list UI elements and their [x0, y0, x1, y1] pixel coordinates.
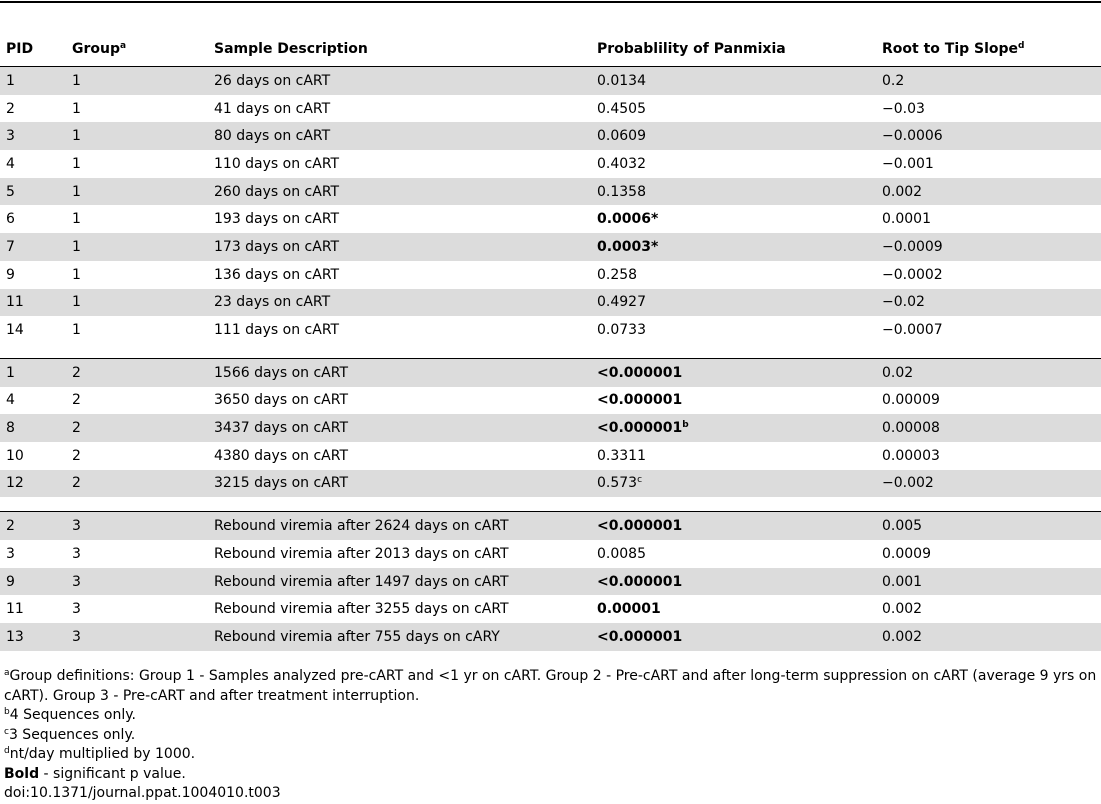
- cell-sample-description: 4380 days on cART: [214, 447, 348, 464]
- cell-group: 2: [66, 414, 208, 442]
- table-row: [0, 540, 1101, 568]
- cell-group: 1: [66, 178, 208, 206]
- table-row: [0, 178, 1101, 206]
- table-row: [0, 67, 1101, 95]
- table-row: [0, 122, 1101, 150]
- footnote-marker: d: [1018, 40, 1025, 51]
- group-spacer: [0, 344, 1101, 358]
- table-row: [0, 316, 1101, 344]
- table-row: [0, 261, 1101, 289]
- doi-line: doi:10.1371/journal.ppat.1004010.t003: [4, 785, 281, 801]
- cell-group: 1: [66, 122, 208, 150]
- cell-sample-description: 3215 days on cART: [208, 470, 591, 498]
- table-row: [0, 150, 1101, 178]
- cell-sample-description: 260 days on cART: [208, 178, 591, 206]
- cell-sample-description: Rebound viremia after 1497 days on cART: [208, 568, 591, 596]
- cell-root-tip-slope: −0.002: [876, 470, 1101, 498]
- cell-pid: 4: [6, 155, 15, 172]
- cell-root-tip-slope: 0.005: [876, 512, 1101, 540]
- cell-probability: <0.000001: [591, 568, 876, 596]
- table-header: [0, 31, 1101, 67]
- header-root-tip-slope: Root to Tip Slope$^d$: [876, 31, 1101, 67]
- footnote-marker: c: [637, 475, 643, 486]
- cell-pid: 13: [0, 623, 66, 651]
- cell-sample-description: 80 days on cART: [208, 122, 591, 150]
- cell-pid: 9: [6, 266, 15, 283]
- cell-root-tip-slope: 0.2: [876, 67, 1101, 95]
- footnote-marker: b: [682, 420, 689, 431]
- cell-pid: 4: [6, 392, 15, 409]
- cell-pid: 8: [0, 414, 66, 442]
- header-sample-description: Sample Description: [208, 31, 591, 67]
- cell-sample-description: 136 days on cART: [214, 266, 340, 283]
- cell-group: 2: [72, 447, 81, 464]
- table-row: [0, 568, 1101, 596]
- cell-group: 1: [66, 233, 208, 261]
- table-row: [0, 359, 1101, 387]
- cell-probability: 0.1358: [591, 178, 876, 206]
- cell-sample-description: Rebound viremia after 755 days on cARY: [208, 623, 591, 651]
- cell-root-tip-slope: 0.002: [876, 623, 1101, 651]
- cell-pid: 5: [0, 178, 66, 206]
- cell-sample-description: 41 days on cART: [214, 100, 331, 117]
- table-row: [0, 289, 1101, 317]
- table-row: [0, 595, 1101, 623]
- footnote-b: $^b$4 Sequences only.: [4, 707, 136, 723]
- cell-pid: 3: [6, 545, 15, 562]
- cell-probability: 0.3311: [597, 447, 646, 464]
- cell-root-tip-slope: 0.001: [876, 568, 1101, 596]
- footnote-d: $^d$nt/day multiplied by 1000.: [4, 746, 196, 762]
- header-probability: Probablility of Panmixia: [591, 31, 876, 67]
- cell-root-tip-slope: 0.002: [876, 178, 1101, 206]
- table-top-rule: [0, 1, 1101, 3]
- footnote-a: $^a$Group definitions: Group 1 - Samples analyzed pre-cART and <1 yr on cART. Group 2 - Pre-cART and after long-term suppression on cART (average 9 yrs on cART). Group 3 - Pre-cART and after treatment interruption.: [4, 668, 1097, 704]
- cell-group: 1: [66, 67, 208, 95]
- cell-group: 2: [66, 470, 208, 498]
- cell-sample-description: 111 days on cART: [214, 322, 340, 339]
- cell-probability: 0.4505: [597, 100, 646, 117]
- cell-probability: 0.0733: [597, 322, 646, 339]
- cell-group: 1: [72, 322, 81, 339]
- cell-group: 3: [72, 601, 81, 618]
- table-row: [0, 387, 1101, 415]
- cell-pid: 11: [0, 289, 66, 317]
- header-group: Group$^a$: [66, 31, 208, 67]
- cell-sample-description: 110 days on cART: [214, 155, 340, 172]
- cell-pid: 2: [0, 512, 66, 540]
- cell-probability: 0.00001: [597, 601, 661, 618]
- cell-sample-description: 193 days on cART: [214, 211, 340, 228]
- cell-probability: 0.0006*: [597, 211, 659, 228]
- cell-root-tip-slope: −0.0002: [882, 266, 943, 283]
- cell-pid: 1: [0, 359, 66, 387]
- cell-root-tip-slope: 0.002: [882, 601, 923, 618]
- table-row: [0, 442, 1101, 470]
- cell-root-tip-slope: 0.00009: [882, 392, 940, 409]
- cell-pid: 14: [6, 322, 24, 339]
- table-body: [0, 67, 1101, 651]
- cell-root-tip-slope: 0.02: [876, 359, 1101, 387]
- table-row: [0, 414, 1101, 442]
- footnote-marker: a: [120, 40, 127, 51]
- cell-group: 3: [66, 568, 208, 596]
- cell-root-tip-slope: −0.03: [882, 100, 925, 117]
- cell-pid: 2: [6, 100, 15, 117]
- cell-root-tip-slope: 0.0001: [882, 211, 931, 228]
- cell-probability: 0.0609: [591, 122, 876, 150]
- table-row: [0, 623, 1101, 651]
- cell-sample-description: 26 days on cART: [208, 67, 591, 95]
- table-footnotes: [4, 667, 1101, 804]
- cell-probability: 0.0003*: [591, 233, 876, 261]
- cell-sample-description: Rebound viremia after 2013 days on cART: [214, 545, 509, 562]
- cell-pid: 12: [0, 470, 66, 498]
- cell-sample-description: Rebound viremia after 2624 days on cART: [208, 512, 591, 540]
- cell-sample-description: Rebound viremia after 3255 days on cART: [214, 601, 509, 618]
- cell-root-tip-slope: −0.0006: [876, 122, 1101, 150]
- header-pid: PID: [0, 31, 66, 67]
- cell-root-tip-slope: 0.00008: [876, 414, 1101, 442]
- footnote-bold: Bold - significant p value.: [4, 765, 186, 782]
- cell-probability: 0.4927: [591, 289, 876, 317]
- cell-group: 1: [66, 289, 208, 317]
- cell-probability: 0.258: [597, 266, 638, 283]
- cell-group: 2: [66, 359, 208, 387]
- cell-sample-description: 3650 days on cART: [214, 392, 348, 409]
- footnote-c: $^c$3 Sequences only.: [4, 726, 136, 743]
- cell-probability: 0.573$^c$: [591, 470, 876, 498]
- cell-root-tip-slope: −0.0007: [882, 322, 943, 339]
- cell-pid: 10: [6, 447, 24, 464]
- cell-root-tip-slope: −0.001: [882, 155, 934, 172]
- cell-root-tip-slope: 0.0009: [882, 545, 931, 562]
- cell-root-tip-slope: −0.02: [876, 289, 1101, 317]
- cell-pid: 3: [0, 122, 66, 150]
- cell-pid: 7: [0, 233, 66, 261]
- cell-pid: 11: [6, 601, 24, 618]
- cell-probability: <0.000001: [591, 359, 876, 387]
- cell-group: 1: [72, 211, 81, 228]
- cell-group: 1: [72, 100, 81, 117]
- cell-group: 3: [72, 545, 81, 562]
- cell-group: 1: [72, 266, 81, 283]
- cell-probability: <0.000001: [591, 623, 876, 651]
- cell-sample-description: 1566 days on cART: [208, 359, 591, 387]
- cell-pid: 9: [0, 568, 66, 596]
- cell-probability: 0.0085: [597, 545, 646, 562]
- table-row: [0, 470, 1101, 498]
- cell-pid: 6: [6, 211, 15, 228]
- table-row: [0, 205, 1101, 233]
- cell-group: 2: [72, 392, 81, 409]
- cell-root-tip-slope: 0.00003: [882, 447, 940, 464]
- cell-probability: 0.4032: [597, 155, 646, 172]
- cell-probability: <0.000001$^b$: [591, 414, 876, 442]
- cell-pid: 1: [0, 67, 66, 95]
- cell-probability: <0.000001: [591, 512, 876, 540]
- table-row: [0, 512, 1101, 540]
- cell-sample-description: 173 days on cART: [208, 233, 591, 261]
- table-row: [0, 95, 1101, 123]
- cell-group: 1: [72, 155, 81, 172]
- panmixia-table: [0, 31, 1101, 651]
- cell-sample-description: 23 days on cART: [208, 289, 591, 317]
- cell-probability: 0.0134: [591, 67, 876, 95]
- cell-group: 3: [66, 512, 208, 540]
- cell-probability: <0.000001: [597, 392, 683, 409]
- table-row: [0, 233, 1101, 261]
- header-row: [0, 31, 1101, 67]
- cell-sample-description: 3437 days on cART: [208, 414, 591, 442]
- group-spacer: [0, 497, 1101, 511]
- cell-root-tip-slope: −0.0009: [876, 233, 1101, 261]
- cell-group: 3: [66, 623, 208, 651]
